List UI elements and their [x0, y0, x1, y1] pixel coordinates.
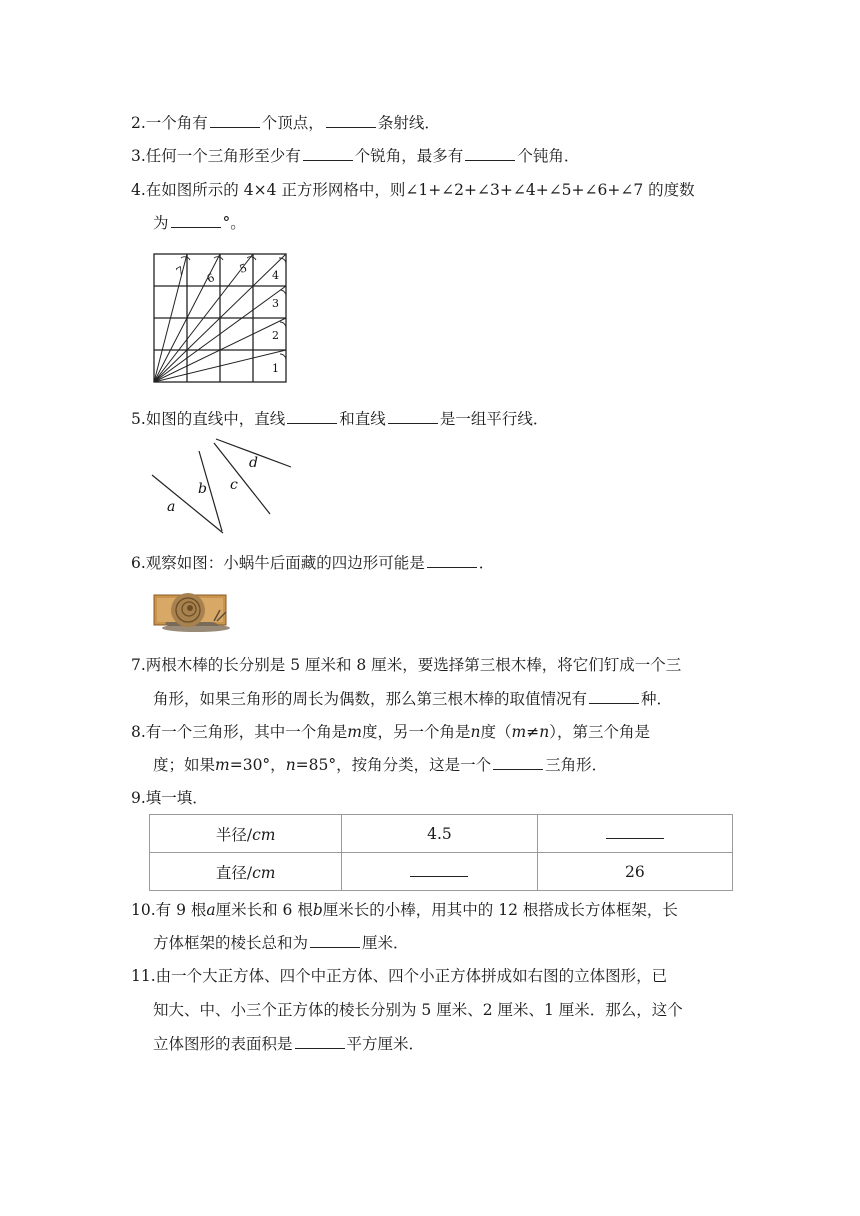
question-5: 5.如图的直线中，直线 和直线 是一组平行线．: [131, 410, 549, 428]
answer-blank[interactable]: [410, 862, 468, 877]
line-label-c: c: [230, 477, 238, 493]
angle-label-5: 5: [237, 261, 249, 276]
question-4: 4.在如图所示的 4×4 正方形网格中，则∠1+∠2+∠3+∠4+∠5+∠6+∠7 的度数: [131, 181, 695, 199]
answer-blank[interactable]: [287, 409, 337, 424]
answer-blank[interactable]: [295, 1034, 345, 1049]
angle-label-2: 2: [272, 329, 279, 342]
angle-label-1: 1: [272, 362, 279, 375]
radius-value: 4.5: [342, 815, 537, 853]
row-label-diameter: 直径/cm: [150, 853, 342, 891]
question-11-line-3: 立体图形的表面积是 平方厘米．: [153, 1035, 425, 1053]
question-7-line-2: 角形，如果三角形的周长为偶数，那么第三根木棒的取值情况有 种．: [153, 690, 673, 708]
answer-blank[interactable]: [310, 933, 360, 948]
row-label-radius: 半径/cm: [150, 815, 342, 853]
diameter-value: 26: [537, 853, 732, 891]
question-11-line-2: 知大、中、小三个正方体的棱长分别为 5 厘米、2 厘米、1 厘米．那么，这个: [153, 1001, 683, 1019]
question-10: 10.有 9 根a厘米长和 6 根b厘米长的小棒，用其中的 12 根搭成长方体框架，长: [131, 901, 678, 919]
question-8-line-2: 度；如果m=30°，n=85°，按角分类，这是一个 三角形．: [153, 756, 608, 774]
question-11: 11.由一个大正方体、四个中正方体、四个小正方体拼成如右图的立体图形，已: [131, 967, 668, 985]
question-6: 6.观察如图：小蜗牛后面藏的四边形可能是 ．: [131, 554, 495, 572]
answer-blank[interactable]: [303, 146, 353, 161]
diameter-answer-cell[interactable]: [342, 853, 537, 891]
question-8: 8.有一个三角形，其中一个角是m度，另一个角是n度（m≠n），第三个角是: [131, 723, 650, 741]
angle-label-3: 3: [272, 297, 279, 310]
question-4-line-2: 为 °。: [153, 214, 246, 232]
answer-blank[interactable]: [589, 689, 639, 704]
question-2: 2.一个角有 个顶点， 条射线．: [131, 114, 440, 132]
question-7: 7.两根木棒的长分别是 5 厘米和 8 厘米，要选择第三根木棒，将它们钉成一个三: [131, 656, 682, 674]
answer-blank[interactable]: [210, 113, 260, 128]
line-label-d: d: [249, 455, 258, 471]
line-label-b: b: [198, 481, 207, 497]
angle-label-6: 6: [204, 270, 217, 286]
answer-blank[interactable]: [606, 824, 664, 839]
table-row: [150, 815, 733, 853]
answer-blank[interactable]: [465, 146, 515, 161]
parallel-lines-figure: [145, 435, 300, 535]
snail-icon: [150, 588, 234, 632]
line-label-a: a: [167, 499, 176, 515]
grid-angle-figure: [150, 250, 290, 386]
radius-diameter-table: [149, 814, 733, 891]
answer-blank[interactable]: [427, 553, 477, 568]
answer-blank[interactable]: [388, 409, 438, 424]
answer-blank[interactable]: [493, 755, 543, 770]
question-3: 3.任何一个三角形至少有 个锐角，最多有 个钝角．: [131, 147, 580, 165]
question-9: 9.填一填．: [131, 789, 208, 807]
table-row: [150, 853, 733, 891]
answer-blank[interactable]: [171, 213, 221, 228]
question-10-line-2: 方体框架的棱长总和为 厘米．: [153, 934, 409, 952]
radius-answer-cell[interactable]: [537, 815, 732, 853]
answer-blank[interactable]: [326, 113, 376, 128]
angle-label-4: 4: [272, 269, 279, 282]
angle-label-7: 7: [174, 263, 187, 279]
